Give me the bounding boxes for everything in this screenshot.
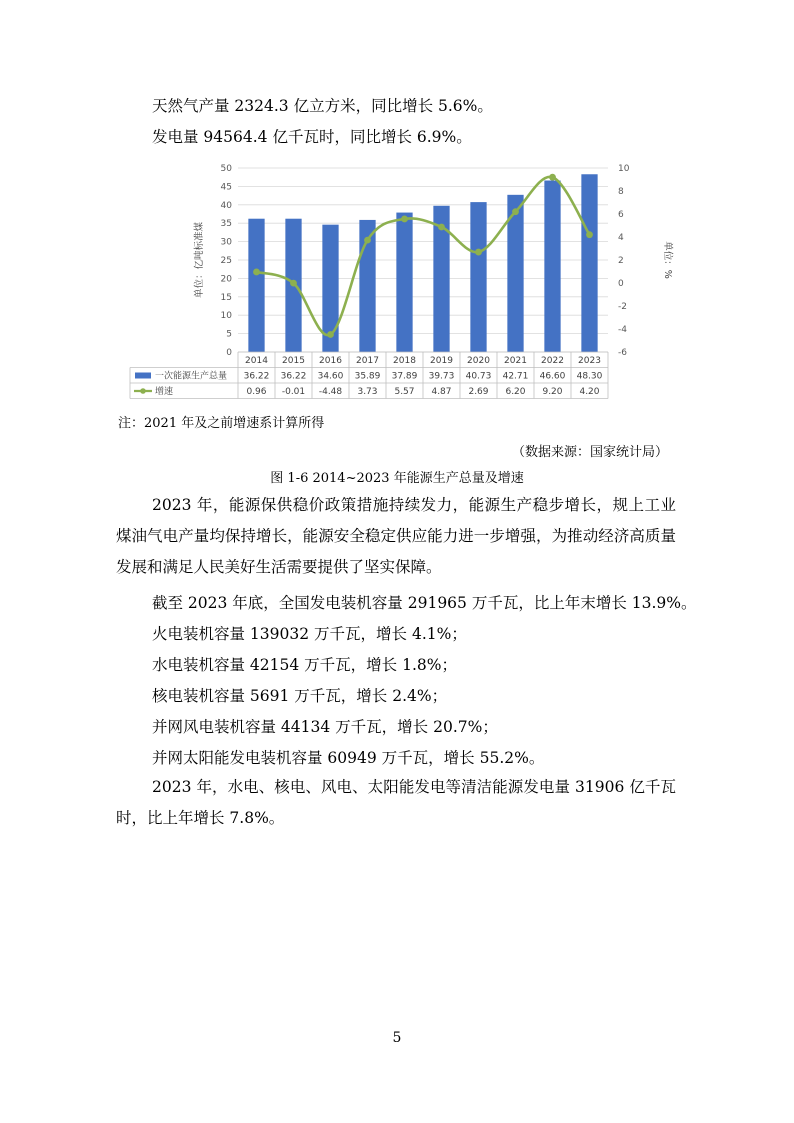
legend-label-bar: 一次能源生产总量 xyxy=(155,371,228,382)
y-tick-label: 35 xyxy=(220,219,232,230)
capacity-hydro-line: 水电装机容量 42154 万千瓦，增长 1.8%； xyxy=(152,656,457,674)
y-tick-label: 30 xyxy=(220,237,232,248)
growth-point-2016 xyxy=(327,331,334,338)
bar-value-label: 35.89 xyxy=(354,371,381,382)
y-right-axis-title: 单位：% xyxy=(662,241,673,279)
data-source: （数据来源：国家统计局） xyxy=(511,445,668,460)
bar-value-label: 46.60 xyxy=(539,371,566,382)
x-tick-label: 2016 xyxy=(319,356,342,366)
growth-point-2023 xyxy=(586,231,593,238)
bar-value-label: 34.60 xyxy=(317,371,344,382)
y-right-tick-label: 8 xyxy=(618,187,624,197)
growth-point-2018 xyxy=(401,216,408,223)
growth-value-label: 0.96 xyxy=(246,387,267,397)
growth-value-label: 9.20 xyxy=(542,387,563,397)
bar-2014 xyxy=(248,219,264,352)
y-tick-label: 10 xyxy=(220,311,232,322)
growth-value-label: -4.48 xyxy=(318,387,343,397)
energy-production-chart xyxy=(130,158,673,403)
bar-2023 xyxy=(581,174,597,352)
y-right-tick-label: 10 xyxy=(618,164,630,174)
growth-value-label: 3.73 xyxy=(357,387,378,397)
growth-point-2015 xyxy=(290,280,297,287)
chart-svg xyxy=(130,158,673,403)
growth-point-2021 xyxy=(512,208,519,215)
bar-value-label: 48.30 xyxy=(576,371,603,382)
y-right-tick-label: 4 xyxy=(618,233,624,243)
x-tick-label: 2015 xyxy=(282,356,305,366)
bar-2022 xyxy=(544,181,560,352)
y-right-tick-label: -4 xyxy=(618,325,627,335)
y-tick-label: 25 xyxy=(220,256,232,266)
y-axis-title: 单位：亿吨标准煤 xyxy=(194,221,205,299)
growth-line xyxy=(257,177,590,335)
y-tick-label: 50 xyxy=(220,164,232,174)
growth-point-2022 xyxy=(549,174,556,181)
y-right-tick-label: -6 xyxy=(618,348,627,358)
y-tick-label: 5 xyxy=(226,329,232,340)
power-generation-line: 发电量 94564.4 亿千瓦时，同比增长 6.9%。 xyxy=(152,128,472,146)
y-right-tick-label: -2 xyxy=(618,302,627,312)
y-right-tick-label: 2 xyxy=(618,256,624,266)
y-tick-label: 45 xyxy=(220,182,232,193)
bar-value-label: 37.89 xyxy=(391,371,418,382)
y-right-tick-label: 6 xyxy=(618,210,624,220)
capacity-wind-line: 并网风电装机容量 44134 万千瓦，增长 20.7%； xyxy=(152,718,498,736)
y-right-tick-label: 0 xyxy=(618,279,624,289)
capacity-nuclear-line: 核电装机容量 5691 万千瓦，增长 2.4%； xyxy=(152,687,448,705)
y-tick-label: 15 xyxy=(220,292,232,303)
capacity-total-line: 截至 2023 年底，全国发电装机容量 291965 万千瓦，比上年末增长 13.9%。 xyxy=(152,594,697,612)
x-tick-label: 2018 xyxy=(393,356,416,366)
growth-point-2020 xyxy=(475,249,482,256)
figure-caption: 图 1-6 2014~2023 年能源生产总量及增速 xyxy=(270,471,524,486)
chart-note: 注：2021 年及之前增速系计算所得 xyxy=(118,416,325,431)
growth-value-label: 6.20 xyxy=(505,387,526,397)
capacity-thermal-line: 火电装机容量 139032 万千瓦，增长 4.1%； xyxy=(152,625,467,643)
paragraph-energy-supply: 2023 年，能源保供稳价政策措施持续发力，能源生产稳步增长，规上工业煤油气电产量均保持增长，能源安全稳定供应能力进一步增强，为推动经济高质量发展和满足人民美好生活需要提供了坚实保障。 xyxy=(116,496,676,576)
x-tick-label: 2023 xyxy=(578,356,601,366)
page-number: 5 xyxy=(392,1030,402,1046)
y-tick-label: 20 xyxy=(220,274,232,285)
x-tick-label: 2014 xyxy=(245,356,268,366)
growth-point-2017 xyxy=(364,237,371,244)
x-tick-label: 2019 xyxy=(430,356,453,366)
growth-value-label: 2.69 xyxy=(468,387,489,397)
bar-value-label: 36.22 xyxy=(243,371,270,382)
y-tick-label: 40 xyxy=(220,200,232,211)
x-tick-label: 2021 xyxy=(504,356,527,366)
legend-key-line-marker xyxy=(140,388,146,394)
growth-value-label: 4.87 xyxy=(431,387,452,397)
growth-value-label: 5.57 xyxy=(394,387,415,397)
capacity-solar-line: 并网太阳能发电装机容量 60949 万千瓦，增长 55.2%。 xyxy=(152,749,545,767)
bar-value-label: 36.22 xyxy=(280,371,307,382)
legend-key-bar xyxy=(135,373,151,379)
x-tick-label: 2017 xyxy=(356,356,379,366)
bar-2018 xyxy=(396,213,412,352)
growth-value-label: 4.20 xyxy=(579,387,600,397)
bar-2020 xyxy=(470,202,486,352)
y-tick-label: 0 xyxy=(226,348,232,358)
bar-value-label: 40.73 xyxy=(465,371,492,382)
x-tick-label: 2022 xyxy=(541,356,564,366)
paragraph-clean-energy: 2023 年，水电、核电、风电、太阳能发电等清洁能源发电量 31906 亿千瓦时，比上年增长 7.8%。 xyxy=(116,778,676,827)
gas-output-line: 天然气产量 2324.3 亿立方米，同比增长 5.6%。 xyxy=(152,97,493,115)
legend-label-line: 增速 xyxy=(155,387,174,397)
growth-point-2014 xyxy=(253,269,260,276)
bar-value-label: 39.73 xyxy=(428,371,455,382)
growth-point-2019 xyxy=(438,224,445,231)
x-tick-label: 2020 xyxy=(467,356,490,366)
bar-value-label: 42.71 xyxy=(502,371,529,382)
growth-value-label: -0.01 xyxy=(281,387,306,397)
